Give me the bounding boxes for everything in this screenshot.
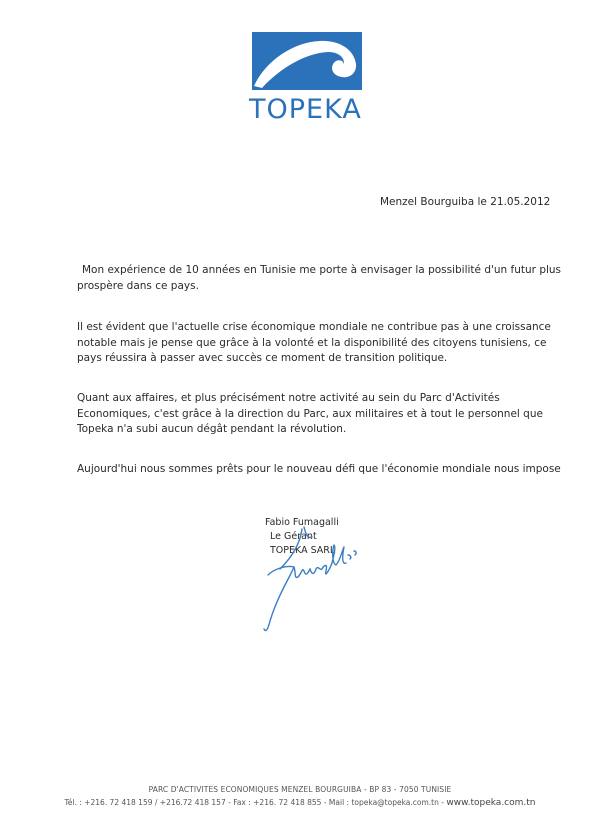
footer-contact-line	[0, 798, 600, 808]
wave-icon	[252, 32, 362, 90]
paragraph-2	[77, 320, 551, 367]
letter-date: Menzel Bourguiba le 21.05.2012	[380, 196, 551, 208]
signatory-company: TOPEKA SARL	[270, 545, 336, 556]
paragraph-3	[77, 391, 543, 438]
footer-address: PARC D'ACTIVITES ECONOMIQUES MENZEL BOURGUIBA - BP 83 - 7050 TUNISIE	[148, 785, 452, 794]
signatory-name: Fabio Fumagalli	[265, 517, 339, 528]
paragraph-4	[77, 462, 561, 478]
paragraph-line: Quant aux affaires, et plus précisément notre activité au sein du Parc d'Activités	[77, 392, 500, 404]
paragraph-1	[77, 263, 562, 294]
handwritten-signature	[250, 525, 370, 635]
paragraph-line: Mon expérience de 10 années en Tunisie me porte à envisager la possibilité d'un futur plus	[82, 264, 562, 276]
paragraph-line: Il est évident que l'actuelle crise économique mondiale ne contribue pas à une croissance	[77, 321, 551, 333]
footer-contact: Tél. : +216. 72 418 159 / +216.72 418 157 - Fax : +216. 72 418 855 - Mail : topeka@topeka.com.tn -	[64, 798, 447, 807]
company-logo	[249, 32, 367, 128]
signatory-role: Le Gérant	[270, 531, 317, 542]
paragraph-line: Topeka n'a subi aucun dégât pendant la révolution.	[77, 423, 347, 435]
paragraph-line: pays réussira à passer avec succès ce moment de transition politique.	[77, 352, 448, 364]
paragraph-line: notable mais je pense que grâce à la volonté et la disponibilité des citoyens tunisiens, ce	[77, 336, 547, 349]
paragraph-line: Economiques, c'est grâce à la direction du Parc, aux militaires et à tout le personnel que	[77, 407, 543, 420]
logo-wordmark: TOPEKA	[249, 94, 362, 125]
footer-website: www.topeka.com.tn	[446, 798, 536, 808]
paragraph-line: Aujourd'hui nous sommes prêts pour le nouveau défi que l'économie mondiale nous impose	[77, 463, 561, 475]
paragraph-line: prospère dans ce pays.	[77, 279, 199, 292]
